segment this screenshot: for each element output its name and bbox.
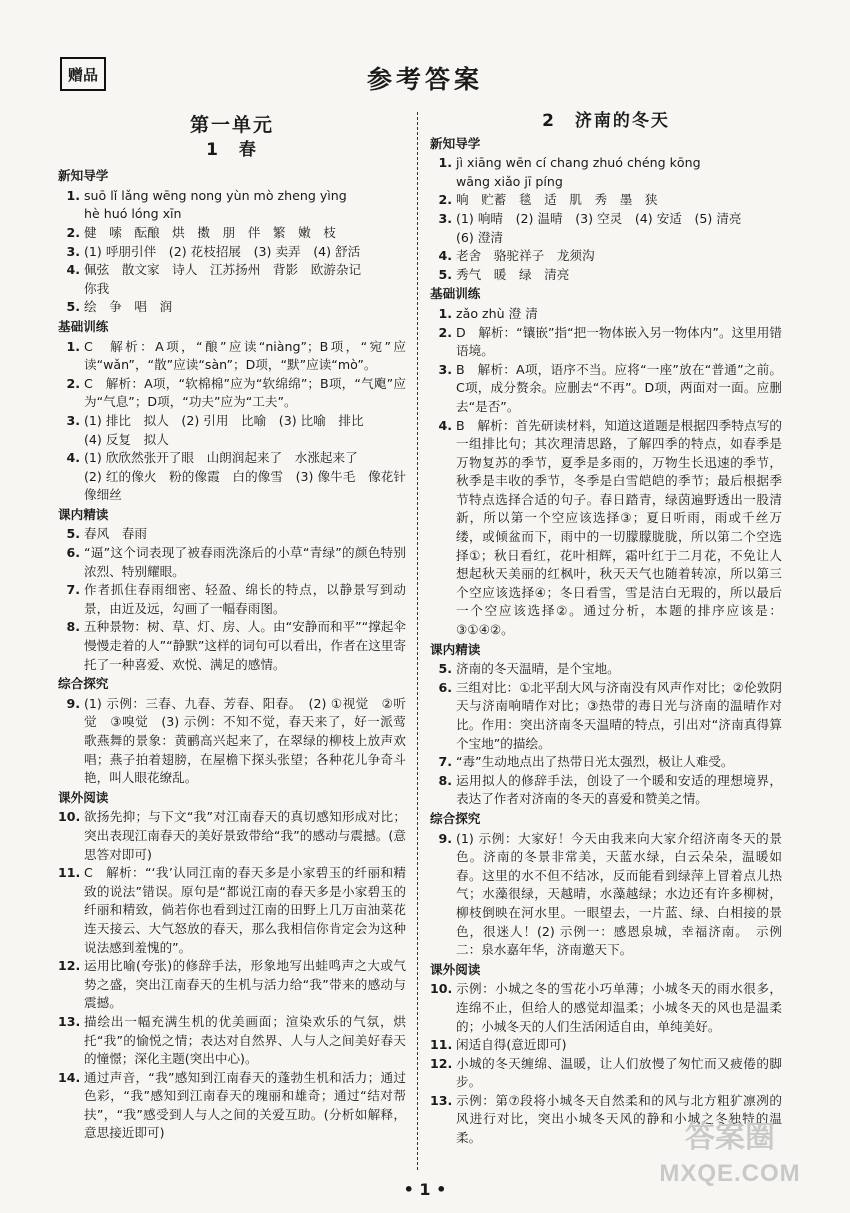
item-text: “毒”生动地点出了热带日光太强烈，极让人难受。 bbox=[456, 754, 734, 770]
item-text: 运用比喻(夸张)的修辞手法，形象地写出蛙鸣声之大或气势之盛，突出江南春天的生机与活力给“我”带来的感动与震撼。 bbox=[84, 958, 406, 1011]
answer-item bbox=[58, 808, 406, 864]
item-text: (1) 排比 拟人 (2) 引用 比喻 (3) 比喻 排比 (4) 反复 拟人 bbox=[84, 412, 364, 447]
item-text: “逼”这个词表现了被春雨洗涤后的小草“青绿”的颜色特别浓烈、特别耀眼。 bbox=[84, 545, 406, 579]
answer-item bbox=[58, 224, 406, 243]
item-text: D 解析：“镶嵌”指“把一物体嵌入另一物体内”。这里用错语境。 bbox=[456, 324, 782, 359]
item-text: 济南的冬天温晴，是个宝地。 bbox=[456, 661, 620, 677]
item-number: 2. bbox=[438, 192, 452, 208]
answer-item bbox=[58, 338, 406, 375]
answer-item bbox=[58, 525, 406, 544]
answer-item bbox=[430, 324, 782, 361]
item-text: 运用拟人的修辞手法，创设了一个暖和安适的理想境界，表达了作者对济南的冬天的喜爱和赞美之情。 bbox=[456, 772, 782, 807]
answer-item bbox=[58, 581, 406, 618]
item-number: 14. bbox=[58, 1069, 81, 1085]
item-text: (1) 示例：大家好！今天由我来向大家介绍济南冬天的景色。济南的冬景非常美，天蓝水绿，白云朵朵，温暖如春。这里的水不但不结冰，反而能看到绿萍上冒着点儿热气；水藻很绿，天越晴，水藻越绿；水边还有许多柳树，柳枝倒映在河水里。一眼望去，一片蓝、绿、白相接的景色，很迷人！(2) 示例一：感恩泉城，幸福济南。 示例二：泉水嘉年华，济南邀天下。 bbox=[456, 830, 782, 958]
answer-item bbox=[430, 830, 782, 960]
item-number: 11. bbox=[430, 1037, 453, 1053]
item-text: 老舍 骆驼祥子 龙须沟 bbox=[456, 248, 595, 264]
item-number: 7. bbox=[438, 754, 452, 770]
lesson-title: 1 春 bbox=[206, 139, 258, 160]
answer-item bbox=[430, 305, 782, 324]
answer-item bbox=[430, 210, 782, 247]
unit-title: 第一单元 bbox=[189, 114, 274, 136]
right-sections bbox=[430, 135, 782, 1148]
answer-item bbox=[58, 544, 406, 581]
item-number: 13. bbox=[58, 1013, 81, 1029]
item-number: 10. bbox=[58, 809, 81, 825]
item-number: 3. bbox=[66, 243, 80, 259]
answer-item bbox=[430, 266, 782, 285]
section-heading: 综合探究 bbox=[430, 810, 481, 826]
item-text: 示例：小城之冬的雪花小巧单薄；小城冬天的雨水很多，连绵不止，但给人的感觉却温柔；小城冬天的风也是温柔的；小城冬天的人们生活闲适自由，单纯美好。 bbox=[456, 981, 782, 1034]
answer-item bbox=[58, 243, 406, 262]
item-number: 5. bbox=[66, 526, 80, 542]
item-number: 5. bbox=[438, 661, 452, 677]
item-number: 8. bbox=[438, 772, 452, 788]
item-number: 3. bbox=[438, 361, 452, 377]
section-heading: 新知导学 bbox=[58, 168, 109, 184]
left-column bbox=[58, 112, 406, 1143]
item-number: 3. bbox=[438, 210, 452, 226]
item-text: 佩弦 散文家 诗人 江苏扬州 背影 欧游杂记 你我 bbox=[84, 262, 362, 296]
section-heading: 课外阅读 bbox=[430, 961, 481, 977]
item-number: 9. bbox=[66, 695, 80, 711]
answer-item bbox=[58, 375, 406, 412]
answer-item bbox=[58, 187, 406, 224]
answer-item bbox=[430, 660, 782, 679]
item-number: 1. bbox=[66, 187, 80, 203]
section-heading: 综合探究 bbox=[58, 676, 109, 692]
item-text: C 解析：A项，“软棉棉”应为“软绵绵”；B项，“气飑”应为“气息”；D项，“功夫”应为“工夫”。 bbox=[84, 375, 406, 410]
answer-item bbox=[58, 449, 406, 505]
item-text: B 解析：A项，语序不当。应将“一座”放在“普通”之前。C项，成分赘余。应删去“不再”。D项，两面对一面。应删去“是否”。 bbox=[456, 361, 782, 414]
item-text: (1) 示例：三春、九春、芳春、阳春。 (2) ①视觉 ②听觉 ③嗅觉 (3) 示例：不知不觉，春天来了，好一派莺歌燕舞的景象：黄鹂高兴起来了，在翠绿的柳枝上放声欢唱；燕子拍着翅膀，在屋檐下探头张望；各种花儿争奇斗艳，叫人眼花缭乱。 bbox=[84, 695, 406, 786]
section-heading: 基础训练 bbox=[430, 286, 481, 302]
item-text: 描绘出一幅充满生机的优美画面；渲染欢乐的气氛，烘托“我”的愉悦之情；表达对自然界、人与人之间美好春天的憧憬；深化主题(突出中心)。 bbox=[84, 1013, 406, 1067]
item-number: 11. bbox=[58, 865, 81, 881]
item-number: 4. bbox=[66, 450, 80, 466]
answer-item bbox=[58, 412, 406, 449]
answer-item bbox=[58, 864, 406, 957]
item-text: suō lǐ lǎng wēng nong yùn mò zheng yìng hè huó lóng xīn bbox=[84, 187, 347, 222]
answer-item bbox=[430, 247, 782, 266]
answer-item bbox=[430, 679, 782, 753]
right-column bbox=[430, 112, 782, 1148]
item-number: 13. bbox=[430, 1092, 453, 1108]
item-number: 2. bbox=[438, 324, 452, 340]
gift-label: 赠品 bbox=[60, 57, 106, 91]
watermark-text: 答案圈 bbox=[685, 1121, 775, 1154]
section-heading: 课外阅读 bbox=[58, 789, 109, 805]
item-number: 4. bbox=[438, 417, 452, 433]
answer-item bbox=[58, 298, 406, 317]
watermark-logo bbox=[630, 1120, 830, 1200]
item-text: 作者抓住春雨细密、轻盈、绵长的特点，以静景写到动景，由近及远，勾画了一幅春雨图。 bbox=[84, 582, 406, 616]
item-number: 4. bbox=[66, 262, 80, 278]
section-heading: 新知导学 bbox=[430, 135, 481, 151]
item-number: 6. bbox=[438, 679, 452, 695]
item-number: 9. bbox=[438, 830, 452, 846]
answer-item bbox=[430, 417, 782, 640]
item-text: B 解析：首先研读材料，知道这道题是根据四季特点写的一组排比句；其次理清思路，了解四季的特点，如春季是万物复苏的季节，夏季是多雨的，万物生长迅速的季节，秋季是丰收的季节，冬季是白雪皑皑的季节；最后根据季节特点选择合适的句子。春日踏青，绿茵遍野透出一股清新，所以第一个空应该选择③；夏日听雨，雨或千丝万缕，或倾盆而下，雨中的一切朦朦胧胧，所以第二个空选择①；秋日看红，花叶相辉，霜叶红于二月花，不免让人想起秋天美丽的红枫叶，秋天天气也随着转凉，所以第三个空应该选择④；冬日看雪，雪是洁白无瑕的，所以最后一个空应该选择②。通过分析，本题的排序应该是：③①④②。 bbox=[456, 417, 782, 638]
item-number: 8. bbox=[66, 619, 80, 635]
section-heading: 课内精读 bbox=[58, 506, 109, 522]
item-number: 1. bbox=[66, 338, 80, 354]
item-text: 闲适自得(意近即可) bbox=[456, 1037, 567, 1053]
item-text: 欲扬先抑；与下文“我”对江南春天的真切感知形成对比；突出表现江南春天的美好景致带给“我”的感动与震撼。(意思答对即可) bbox=[84, 809, 406, 862]
item-number: 4. bbox=[438, 248, 452, 264]
item-text: 示例：第⑦段将小城冬天自然柔和的风与北方粗犷凛冽的风进行对比，突出小城冬天风的静和小城之冬独特的温柔。 bbox=[456, 1092, 782, 1146]
answer-item bbox=[58, 695, 406, 788]
item-number: 12. bbox=[58, 958, 81, 974]
answer-item bbox=[430, 772, 782, 809]
item-text: 秀气 暖 绿 清亮 bbox=[456, 266, 570, 282]
item-text: (1) 欣欣然张开了眼 山朗润起来了 水涨起来了 (2) 红的像火 粉的像霞 白的像雪 (3) 像牛毛 像花针 像细丝 bbox=[84, 450, 406, 503]
lesson-title: 2 济南的冬天 bbox=[542, 111, 670, 131]
answer-item bbox=[430, 980, 782, 1036]
page-title: 参考答案 bbox=[366, 65, 483, 94]
item-number: 5. bbox=[438, 266, 452, 282]
item-number: 3. bbox=[66, 412, 80, 428]
watermark-url: MXQE.COM bbox=[659, 1160, 801, 1187]
item-text: jì xiāng wēn cí chang zhuó chéng kōng wāng xiǎo jī píng bbox=[456, 155, 701, 189]
answer-item bbox=[430, 361, 782, 417]
item-number: 2. bbox=[66, 224, 80, 240]
item-number: 1. bbox=[438, 155, 452, 171]
section-heading: 基础训练 bbox=[58, 318, 109, 334]
item-number: 10. bbox=[430, 981, 453, 997]
item-number: 7. bbox=[66, 582, 80, 598]
page-number: • 1 • bbox=[403, 1180, 447, 1199]
answer-item bbox=[430, 154, 782, 191]
answer-item bbox=[58, 1013, 406, 1069]
item-text: C 解析：A项，“酿”应读“niàng”；B项，“宛”应读“wǎn”，“散”应读“sàn”；D项，“默”应读“mò”。 bbox=[84, 338, 406, 373]
item-number: 12. bbox=[430, 1055, 453, 1071]
item-text: 绘 争 唱 润 bbox=[84, 299, 173, 315]
item-number: 2. bbox=[66, 375, 80, 391]
answer-item bbox=[430, 1036, 782, 1055]
item-number: 1. bbox=[438, 305, 452, 321]
answer-item bbox=[430, 753, 782, 772]
item-text: 健 嗦 酝酿 烘 擞 朋 伴 繁 嫩 枝 bbox=[84, 224, 336, 240]
answer-item bbox=[58, 957, 406, 1013]
item-text: 三组对比：①北平刮大风与济南没有风声作对比；②伦敦阴天与济南响晴作对比；③热带的毒日光与济南的温晴作对比。作用：突出济南冬天温晴的特点，引出对“济南真得算个宝地”的描绘。 bbox=[456, 679, 782, 751]
item-text: (1) 呼朋引伴 (2) 花枝招展 (3) 卖弄 (4) 舒活 bbox=[84, 243, 361, 259]
answer-item bbox=[58, 1069, 406, 1143]
item-number: 5. bbox=[66, 299, 80, 315]
item-text: C 解析：“‘我’认同江南的春天多是小家碧玉的纤丽和精致的说法”错误。原句是“都说江南的春天多是小家碧玉的纤丽和精致，倘若你也看到过江南的田野上几万亩油菜花连天接云、大气怒放的春天，那么我相信你肯定会为这种说法感到羞愧的”。 bbox=[84, 865, 406, 955]
item-text: 五种景物：树、草、灯、房、人。由“安静而和平”“撑起伞慢慢走着的人”“静默”这样的词句可以看出，作者在这里寄托了一种喜爱、欢悦、满足的感情。 bbox=[84, 619, 406, 672]
item-text: 通过声音，“我”感知到江南春天的蓬勃生机和活力；通过色彩，“我”感知到江南春天的瑰丽和雄奇；通过“结对帮扶”，“我”感受到人与人之间的关爱互助。(分析如解释，意思接近即可) bbox=[84, 1069, 406, 1141]
answer-item bbox=[430, 191, 782, 210]
item-text: 春风 春雨 bbox=[84, 526, 147, 542]
item-text: 小城的冬天缠绵、温暖，让人们放慢了匆忙而又疲倦的脚步。 bbox=[456, 1055, 782, 1090]
section-heading: 课内精读 bbox=[430, 641, 481, 657]
item-text: zǎo zhù 澄 清 bbox=[456, 305, 538, 321]
item-text: (1) 响晴 (2) 温晴 (3) 空灵 (4) 安适 (5) 清亮 (6) 澄清 bbox=[456, 210, 742, 245]
answer-item bbox=[58, 618, 406, 674]
answer-item bbox=[430, 1055, 782, 1092]
item-text: 响 贮蓄 毯 适 肌 秀 墨 狭 bbox=[456, 192, 658, 208]
left-sections bbox=[58, 167, 406, 1143]
item-number: 6. bbox=[66, 545, 80, 561]
column-divider bbox=[417, 112, 418, 1170]
answer-item bbox=[58, 261, 406, 298]
